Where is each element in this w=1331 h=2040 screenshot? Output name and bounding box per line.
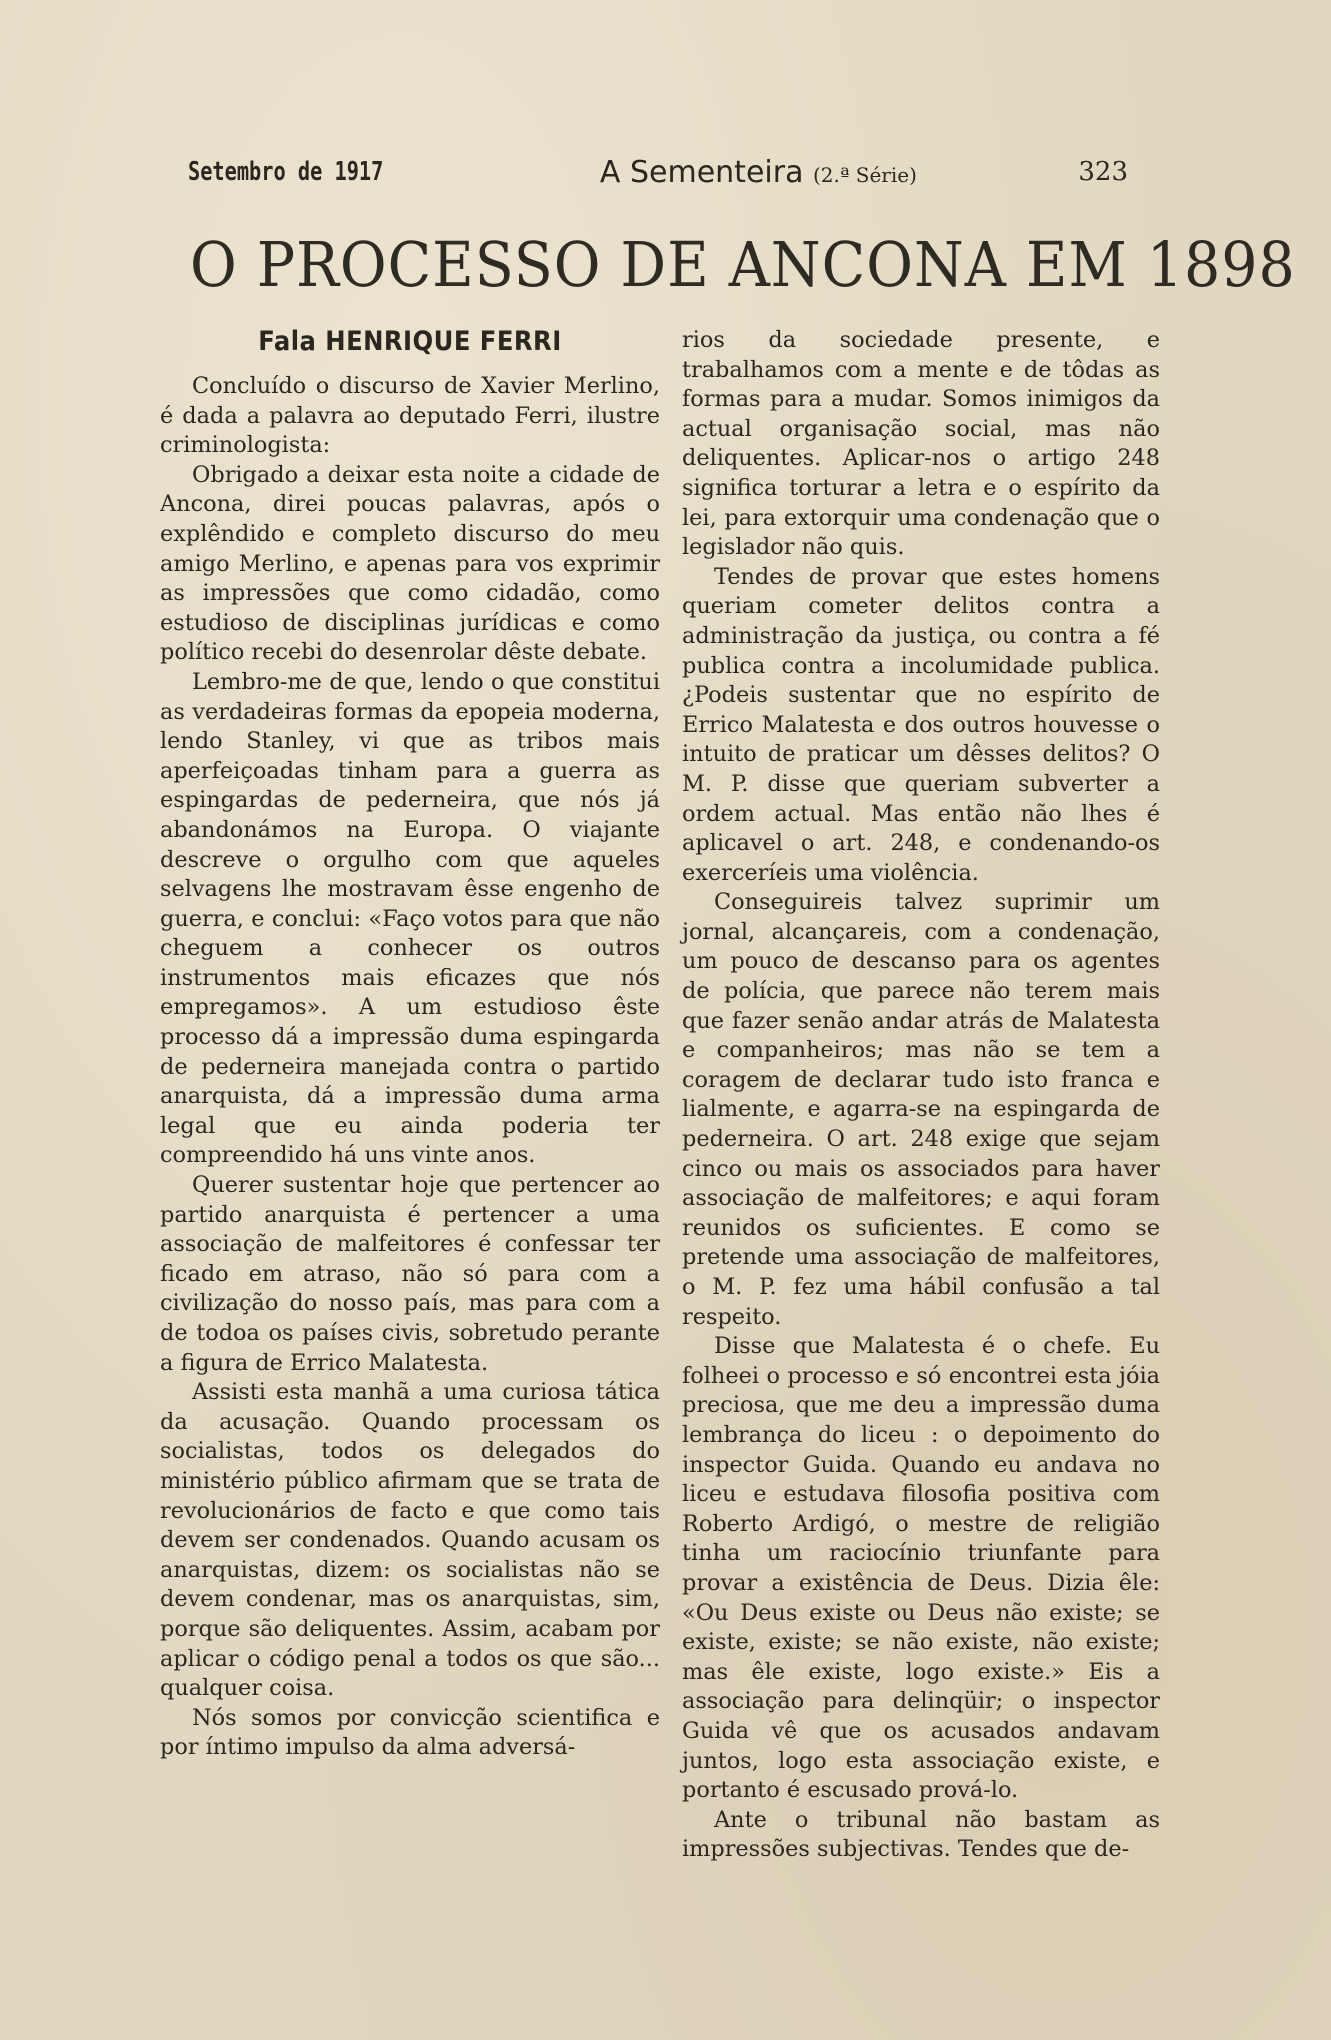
paragraph: Assisti esta manhã a uma curiosa tática da acusação. Quando processam os socialistas, todos os delegados do ministério público afirmam que se trata de revolucionários de facto e que como tais devem ser condenados. Quando acusam os anarquistas, dizem: os socialistas não se devem condenar, mas os anarquistas, sim, porque são deliquentes. Assim, acabam por aplicar o código penal a todos os que são... qualquer coisa. [160, 1379, 660, 1702]
paragraph: Lembro-me de que, lendo o que constitui as verdadeiras formas da epopeia moderna, lendo Stanley, vi que as tribos mais aperfeiçoadas tinham para a guerra as espingardas de pederneira, que nós já abandonámos na Europa. O viajante descreve o orgulho com que aqueles selvagens lhe mostravam êsse engenho de guerra, e conclui: «Faço votos para que não cheguem a conhecer os outros instrumentos mais eficazes que nós empregamos». A um estudioso êste processo dá a impressão duma espingarda de pederneira manejada contra o partido anarquista, dá a impressão duma arma legal que eu ainda poderia ter compreendido há uns vinte anos. [160, 668, 660, 1169]
journal-name: A Sementeira [599, 154, 804, 190]
right-column [682, 326, 1160, 1865]
issue-date: Setembro de 1917 [188, 157, 384, 187]
article-title: O PROCESSO DE ANCONA EM 1898 [190, 228, 1296, 301]
page-header [188, 152, 1128, 192]
paragraph: Disse que Malatesta é o chefe. Eu folheei o processo e só encontrei esta jóia preciosa, que me deu a impressão duma lembrança do liceu : o depoimento do inspector Guida. Quando eu andava no liceu e estudava filosofia positiva com Roberto Ardigó, o mestre de religião tinha um raciocínio triunfante para provar a existência de Deus. Dizia êle: «Ou Deus existe ou Deus não existe; se existe, existe; se não existe, não existe; mas êle existe, logo existe.» Eis a associação para delinqüir; o inspector Guida vê que os acusados andavam juntos, logo esta associação existe, e portanto é escusado prová-lo. [682, 1333, 1160, 1804]
paragraph: rios da sociedade presente, e trabalhamos com a mente e de tôdas as formas para a mudar. Somos inimigos da actual organisação social, mas não deliquentes. Aplicar-nos o artigo 248 significa torturar a letra e o espírito da lei, para extorquir uma condenação que o legislador não quis. [682, 327, 1160, 561]
series-label: (2.ª Série) [813, 162, 917, 187]
paragraph: Ante o tribunal não bastam as impressões subjectivas. Tendes que de- [682, 1806, 1160, 1863]
paragraph: Nós somos por convicção scientifica e por íntimo impulso da alma adversá- [160, 1704, 660, 1761]
paragraph: Concluído o discurso de Xavier Merlino, é dada a palavra ao deputado Ferri, ilustre criminologista: [160, 373, 660, 459]
left-column [160, 320, 660, 1763]
masthead [600, 155, 917, 190]
paragraph: Querer sustentar hoje que pertencer ao partido anarquista é pertencer a uma associação de malfeitores é confessar ter ficado em atraso, não só para com a civilização do nosso país, mas para com a de todoa os países civis, sobretudo perante a figura de Errico Malatesta. [160, 1172, 660, 1376]
paragraph: Obrigado a deixar esta noite a cidade de Ancona, direi poucas palavras, após o explêndido e completo discurso do meu amigo Merlino, e apenas para vos exprimir as impressões que como cidadão, como estudioso de disciplinas jurídicas e como político recebi do desenrolar dêste debate. [160, 461, 660, 666]
paragraph: Conseguireis talvez suprimir um jornal, alcançareis, com a condenação, um pouco de descanso para os agentes de polícia, que parece não terem mais que fazer senão andar atrás de Malatesta e companheiros; mas não se tem a coragem de declarar tudo isto franca e lialmente, e agarra-se na espingarda de pederneira. O art. 248 exige que sejam cinco ou mais os associados para haver associação de malfeitores; e aqui foram reunidos os suficientes. E como se pretende uma associação de malfeitores, o M. P. fez uma hábil confusão a tal respeito. [682, 889, 1160, 1330]
page-number: 323 [1078, 157, 1128, 187]
paragraph: Tendes de provar que estes homens queriam cometer delitos contra a administração da justiça, ou contra a fé publica contra a incolumidade publica. ¿Podeis sustentar que no espírito de Errico Malatesta e dos outros houvesse o intuito de praticar um dêsses delitos? O M. P. disse que queriam subverter a ordem actual. Mas então não lhes é aplicavel o art. 248, e condenando-os exerceríeis uma violência. [682, 563, 1160, 886]
article-subtitle: Fala HENRIQUE FERRI [258, 326, 562, 357]
